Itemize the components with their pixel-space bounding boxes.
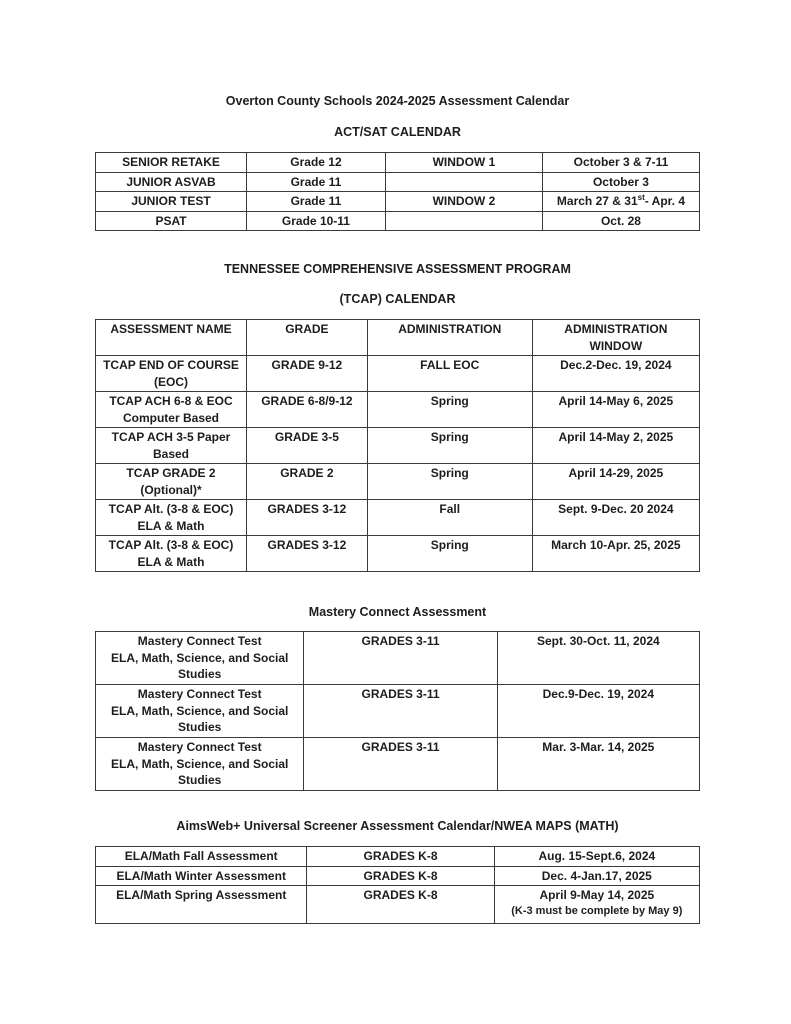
name-line: Studies (178, 773, 222, 787)
aimsweb-heading: AimsWeb+ Universal Screener Assessment Calendar/NWEA MAPS (MATH) (176, 819, 619, 833)
header-assessment-name: ASSESSMENT NAME (96, 320, 247, 356)
window-line: April 9-May 14, 2025 (539, 888, 655, 902)
name-line: Mastery Connect Test (137, 687, 262, 701)
test-name-cell: PSAT (96, 211, 247, 231)
dates-text: March 27 & 31 (556, 194, 638, 208)
tcap-program-heading: TENNESSEE COMPREHENSIVE ASSESSMENT PROGRAM (224, 262, 571, 276)
name-line: (EOC) (154, 374, 188, 389)
table-row (96, 356, 700, 392)
administration-cell: Spring (367, 392, 532, 428)
assessment-name-cell (96, 464, 247, 500)
header-administration: ADMINISTRATION (367, 320, 532, 356)
grade-cell: GRADES K-8 (307, 866, 494, 886)
table-row (96, 866, 700, 886)
grade-cell: GRADES 3-11 (304, 632, 497, 685)
table-row (96, 464, 700, 500)
table-row (96, 847, 700, 867)
window-label-cell (385, 172, 542, 192)
grade-cell: GRADE 6-8/9-12 (247, 392, 368, 428)
administration-cell: Spring (367, 428, 532, 464)
name-line: TCAP GRADE 2 (126, 466, 216, 480)
table-row (96, 192, 700, 212)
act-sat-table (95, 152, 700, 231)
header-administration-window (532, 320, 699, 356)
assessment-name-cell (96, 685, 304, 738)
assessment-name-cell: ELA/Math Spring Assessment (96, 886, 307, 924)
header-grade: GRADE (247, 320, 368, 356)
name-line: Studies (178, 720, 222, 734)
table-row (96, 500, 700, 536)
assessment-name-cell (96, 500, 247, 536)
assessment-name-cell (96, 738, 304, 791)
window-cell: Mar. 3-Mar. 14, 2025 (497, 738, 699, 791)
grade-cell: GRADES K-8 (307, 886, 494, 924)
aimsweb-table (95, 846, 700, 924)
grade-cell: GRADES 3-11 (304, 738, 497, 791)
grade-cell: GRADE 3-5 (247, 428, 368, 464)
grade-cell: Grade 11 (247, 172, 386, 192)
name-line: ELA, Math, Science, and Social (110, 703, 289, 718)
window-cell: Aug. 15-Sept.6, 2024 (494, 847, 699, 867)
tcap-table (95, 319, 700, 572)
table-row (96, 685, 700, 738)
window-cell: April 14-May 6, 2025 (532, 392, 699, 428)
name-line: (Optional)* (140, 482, 202, 497)
name-line: Mastery Connect Test (137, 740, 262, 754)
act-sat-heading: ACT/SAT CALENDAR (334, 125, 461, 139)
dates-cell: October 3 (542, 172, 699, 192)
window-cell: April 14-29, 2025 (532, 464, 699, 500)
grade-cell: GRADES 3-12 (247, 500, 368, 536)
window-cell: March 10-Apr. 25, 2025 (532, 536, 699, 572)
administration-cell: Spring (367, 464, 532, 500)
table-row (96, 428, 700, 464)
window-label-cell: WINDOW 2 (385, 192, 542, 212)
window-cell: Sept. 30-Oct. 11, 2024 (497, 632, 699, 685)
name-line: TCAP END OF COURSE (103, 358, 239, 372)
table-row (96, 536, 700, 572)
dates-cell: Oct. 28 (542, 211, 699, 231)
assessment-name-cell: ELA/Math Winter Assessment (96, 866, 307, 886)
name-line: TCAP Alt. (3-8 & EOC) (108, 538, 234, 552)
grade-cell: GRADES 3-11 (304, 685, 497, 738)
assessment-name-cell (96, 632, 304, 685)
grade-cell: GRADE 9-12 (247, 356, 368, 392)
name-line: ELA & Math (137, 554, 205, 569)
name-line: Mastery Connect Test (137, 634, 262, 648)
table-row (96, 392, 700, 428)
window-cell: Dec.2-Dec. 19, 2024 (532, 356, 699, 392)
name-line: TCAP ACH 6-8 & EOC (109, 394, 233, 408)
administration-cell: Spring (367, 536, 532, 572)
grade-cell: GRADES 3-12 (247, 536, 368, 572)
table-row (96, 172, 700, 192)
name-line: ELA, Math, Science, and Social (110, 756, 289, 771)
name-line: Studies (178, 667, 222, 681)
tcap-calendar-heading: (TCAP) CALENDAR (339, 292, 456, 306)
test-name-cell: JUNIOR ASVAB (96, 172, 247, 192)
dates-cell: October 3 & 7-11 (542, 153, 699, 173)
dates-cell (542, 192, 699, 212)
table-row (96, 738, 700, 791)
table-row (96, 211, 700, 231)
window-cell: April 14-May 2, 2025 (532, 428, 699, 464)
header-line: ADMINISTRATION (564, 322, 668, 336)
assessment-name-cell (96, 392, 247, 428)
test-name-cell: SENIOR RETAKE (96, 153, 247, 173)
administration-cell: Fall (367, 500, 532, 536)
window-cell: Sept. 9-Dec. 20 2024 (532, 500, 699, 536)
table-row (96, 153, 700, 173)
window-cell: Dec. 4-Jan.17, 2025 (494, 866, 699, 886)
window-cell: Dec.9-Dec. 19, 2024 (497, 685, 699, 738)
dates-text: - Apr. 4 (644, 194, 685, 208)
name-line: TCAP ACH 3-5 Paper (111, 430, 231, 444)
document-content (95, 94, 700, 924)
grade-cell: GRADE 2 (247, 464, 368, 500)
name-line: ELA, Math, Science, and Social (110, 650, 289, 665)
mastery-table (95, 631, 700, 791)
assessment-name-cell (96, 428, 247, 464)
window-label-cell: WINDOW 1 (385, 153, 542, 173)
grade-cell: GRADES K-8 (307, 847, 494, 867)
assessment-name-cell (96, 536, 247, 572)
administration-cell: FALL EOC (367, 356, 532, 392)
table-row (96, 632, 700, 685)
name-line: Based (152, 446, 190, 461)
document-title: Overton County Schools 2024-2025 Assessment Calendar (225, 94, 570, 108)
window-label-cell (385, 211, 542, 231)
table-row (96, 886, 700, 924)
name-line: ELA & Math (137, 518, 205, 533)
assessment-name-cell: ELA/Math Fall Assessment (96, 847, 307, 867)
table-header-row (96, 320, 700, 356)
window-note: (K-3 must be complete by May 9) (511, 904, 683, 917)
grade-cell: Grade 10-11 (247, 211, 386, 231)
test-name-cell: JUNIOR TEST (96, 192, 247, 212)
grade-cell: Grade 12 (247, 153, 386, 173)
mastery-heading: Mastery Connect Assessment (308, 605, 487, 619)
ordinal-superscript: st (637, 193, 645, 202)
name-line: TCAP Alt. (3-8 & EOC) (108, 502, 234, 516)
assessment-name-cell (96, 356, 247, 392)
header-line: WINDOW (589, 338, 643, 353)
grade-cell: Grade 11 (247, 192, 386, 212)
name-line: Computer Based (122, 410, 220, 425)
window-cell (494, 886, 699, 924)
